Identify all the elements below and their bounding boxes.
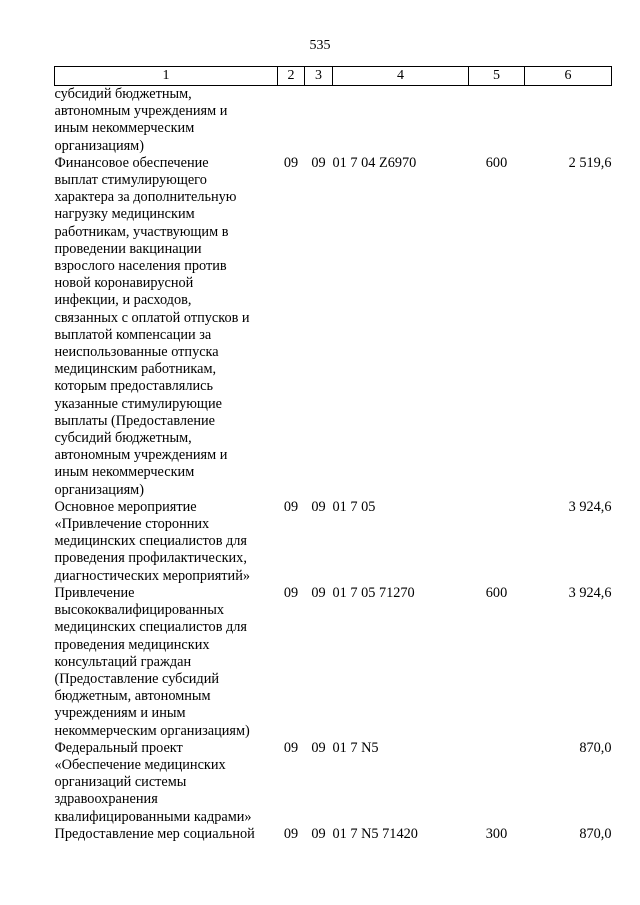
row-subsection: 09 xyxy=(311,825,326,842)
row-target-code xyxy=(333,86,469,155)
row-target-code: 01 7 N5 xyxy=(332,739,379,756)
budget-table xyxy=(54,66,612,843)
table-row xyxy=(55,86,612,155)
row-expense-type xyxy=(469,499,525,585)
row-subsection: 09 xyxy=(311,739,326,756)
row-section: 09 xyxy=(283,739,299,756)
row-target-code: 01 7 05 xyxy=(332,498,376,515)
table-row xyxy=(55,155,612,499)
row-expense-type xyxy=(469,86,525,155)
row-expense-type: 600 xyxy=(485,154,508,171)
row-expense-type: 600 xyxy=(485,584,508,601)
row-name: Предоставление мер социальной xyxy=(54,825,255,842)
table-row xyxy=(55,740,612,826)
row-subsection: 09 xyxy=(311,584,326,601)
row-subsection xyxy=(305,86,333,155)
column-header-5: 5 xyxy=(469,67,525,86)
column-header-2: 2 xyxy=(278,67,305,86)
table-row xyxy=(55,499,612,585)
row-name: Финансовое обеспечение выплат стимулирующего характера за дополнительную нагрузку медицинским работникам, участвующим в проведении вакцинации взрослого населения против новой коронавирусной инфекции, и расходов, связанных с оплатой отпусков и выплатой компенсации за неиспользованные отпуска медицинским работникам, которым предоставлялись указанные стимулирующие выплаты (Предоставление субсидий бюджетным, автономным учреждениям и иным некоммерческим организациям) xyxy=(54,154,250,498)
row-subsection: 09 xyxy=(311,154,326,171)
row-amount: 3 924,6 xyxy=(568,498,612,515)
row-expense-type xyxy=(469,740,525,826)
column-header-6: 6 xyxy=(525,67,612,86)
row-target-code: 01 7 04 Z6970 xyxy=(332,154,417,171)
row-amount: 2 519,6 xyxy=(568,154,612,171)
column-header-1: 1 xyxy=(55,67,278,86)
row-section xyxy=(278,86,305,155)
column-header-3: 3 xyxy=(305,67,333,86)
table-row xyxy=(55,585,612,740)
row-section: 09 xyxy=(283,154,299,171)
table-header-row xyxy=(55,67,612,86)
row-name: Основное мероприятие «Привлечение сторонних медицинских специалистов для проведения профилактических, диагностических мероприятий» xyxy=(54,498,251,584)
row-section: 09 xyxy=(283,498,299,515)
column-header-4: 4 xyxy=(333,67,469,86)
row-amount: 870,0 xyxy=(579,825,612,842)
page-number: 535 xyxy=(309,38,331,53)
row-target-code: 01 7 N5 71420 xyxy=(332,825,418,842)
row-target-code: 01 7 05 71270 xyxy=(332,584,415,601)
row-expense-type: 300 xyxy=(485,825,508,842)
row-amount xyxy=(525,86,612,155)
table-row xyxy=(55,826,612,843)
row-amount: 870,0 xyxy=(579,739,612,756)
row-subsection: 09 xyxy=(311,498,326,515)
row-section: 09 xyxy=(283,825,299,842)
row-amount: 3 924,6 xyxy=(568,584,612,601)
row-section: 09 xyxy=(283,584,299,601)
row-name: субсидий бюджетным, автономным учреждениям и иным некоммерческим организациям) xyxy=(54,86,228,154)
row-name: Федеральный проект «Обеспечение медицинских организаций системы здравоохранения квалифицированными кадрами» xyxy=(54,739,252,825)
row-name: Привлечение высококвалифицированных медицинских специалистов для проведения медицинских консультаций граждан (Предоставление субсидий бюджетным, автономным учреждениям и иным некоммерческим организациям) xyxy=(54,584,250,739)
